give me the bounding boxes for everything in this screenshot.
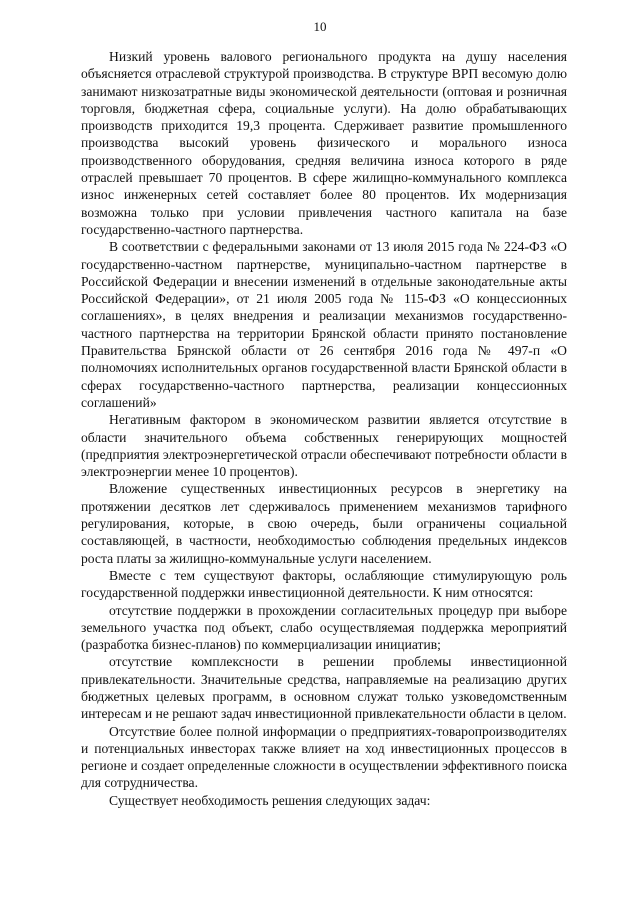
document-body [81, 48, 567, 809]
list-item-land-procedures: отсутствие поддержки в прохождении согласительных процедур при выборе земельного участка под объект, слабо осуществляемая поддержка мероприятий (разработка бизнес-планов) по коммерциализации инициатив; [81, 602, 567, 653]
paragraph-energy-investment: Вложение существенных инвестиционных ресурсов в энергетику на протяжении десятков лет сдерживалось применением механизмов тарифного регулирования, которые, в свою очередь, были ограничены социальной составляющей, в частности, необходимостью соблюдения предельных индексов роста платы за жилищно-коммунальные услуги населением. [81, 481, 567, 566]
paragraph-grp-structure: Низкий уровень валового регионального продукта на душу населения объясняется отраслевой структурой производства. В структуре ВРП весомую долю занимают низкозатратные виды экономической деятельности (оптовая и розничная торговля, бюджетная сфера, социальные услуги). На долю обрабатывающих производств приходится 19,3 процента. Сдерживает развитие промышленного производства высокий уровень физического и морального износа производственного оборудования, средняя величина износа которого в ряде отраслей превышает 70 процентов. В сфере жилищно-коммунального комплекса износ инженерных сетей составляет более 80 процентов. Их модернизация возможна только при условии привлечения частного капитала на базе государственно-частного партнерства. [81, 49, 567, 237]
page-number: 10 [313, 19, 327, 34]
paragraph-generating-capacity: Негативным фактором в экономическом развитии является отсутствие в области значительного объема собственных генерирующих мощностей (предприятия электроэнергетической отрасли обеспечивают потребности области в электроэнергии менее 10 процентов). [81, 412, 567, 480]
paragraph-ppp-legislation: В соответствии с федеральными законами от 13 июля 2015 года № 224-ФЗ «О государственно-частном партнерстве, муниципально-частном партнерстве в Российской Федерации и внесении изменений в отдельные законодательные акты Российской Федерации», от 21 июля 2005 года № 115-ФЗ «О концессионных соглашениях», в целях внедрения и реализации механизмов государственно-частного партнерства на территории Брянской области принято постановление Правительства Брянской области от 26 сентября 2016 года № 497-п «О полномочиях исполнительных органов государственной власти Брянской области в сферах государственно-частного партнерства, реализации концессионных соглашений» [81, 239, 567, 410]
paragraph-information-lack: Отсутствие более полной информации о предприятиях-товаропроизводителях и потенциальных инвесторах также влияет на ход инвестиционных процессов в регионе и создает определенные сложности в осуществлении эффективного поиска для сотрудничества. [81, 723, 567, 791]
paragraph-tasks-intro: Существует необходимость решения следующих задач: [109, 792, 431, 808]
paragraph-weakening-factors: Вместе с тем существуют факторы, ослабляющие стимулирующую роль государственной поддержки инвестиционной деятельности. К ним относятся: [81, 567, 567, 601]
list-item-complexity: отсутствие комплексности в решении проблемы инвестиционной привлекательности. Значительные средства, направляемые на реализацию других бюджетных целевых программ, в основном служат только узковедомственным интересам и не решают задач инвестиционной привлекательности области в целом. [81, 654, 567, 722]
